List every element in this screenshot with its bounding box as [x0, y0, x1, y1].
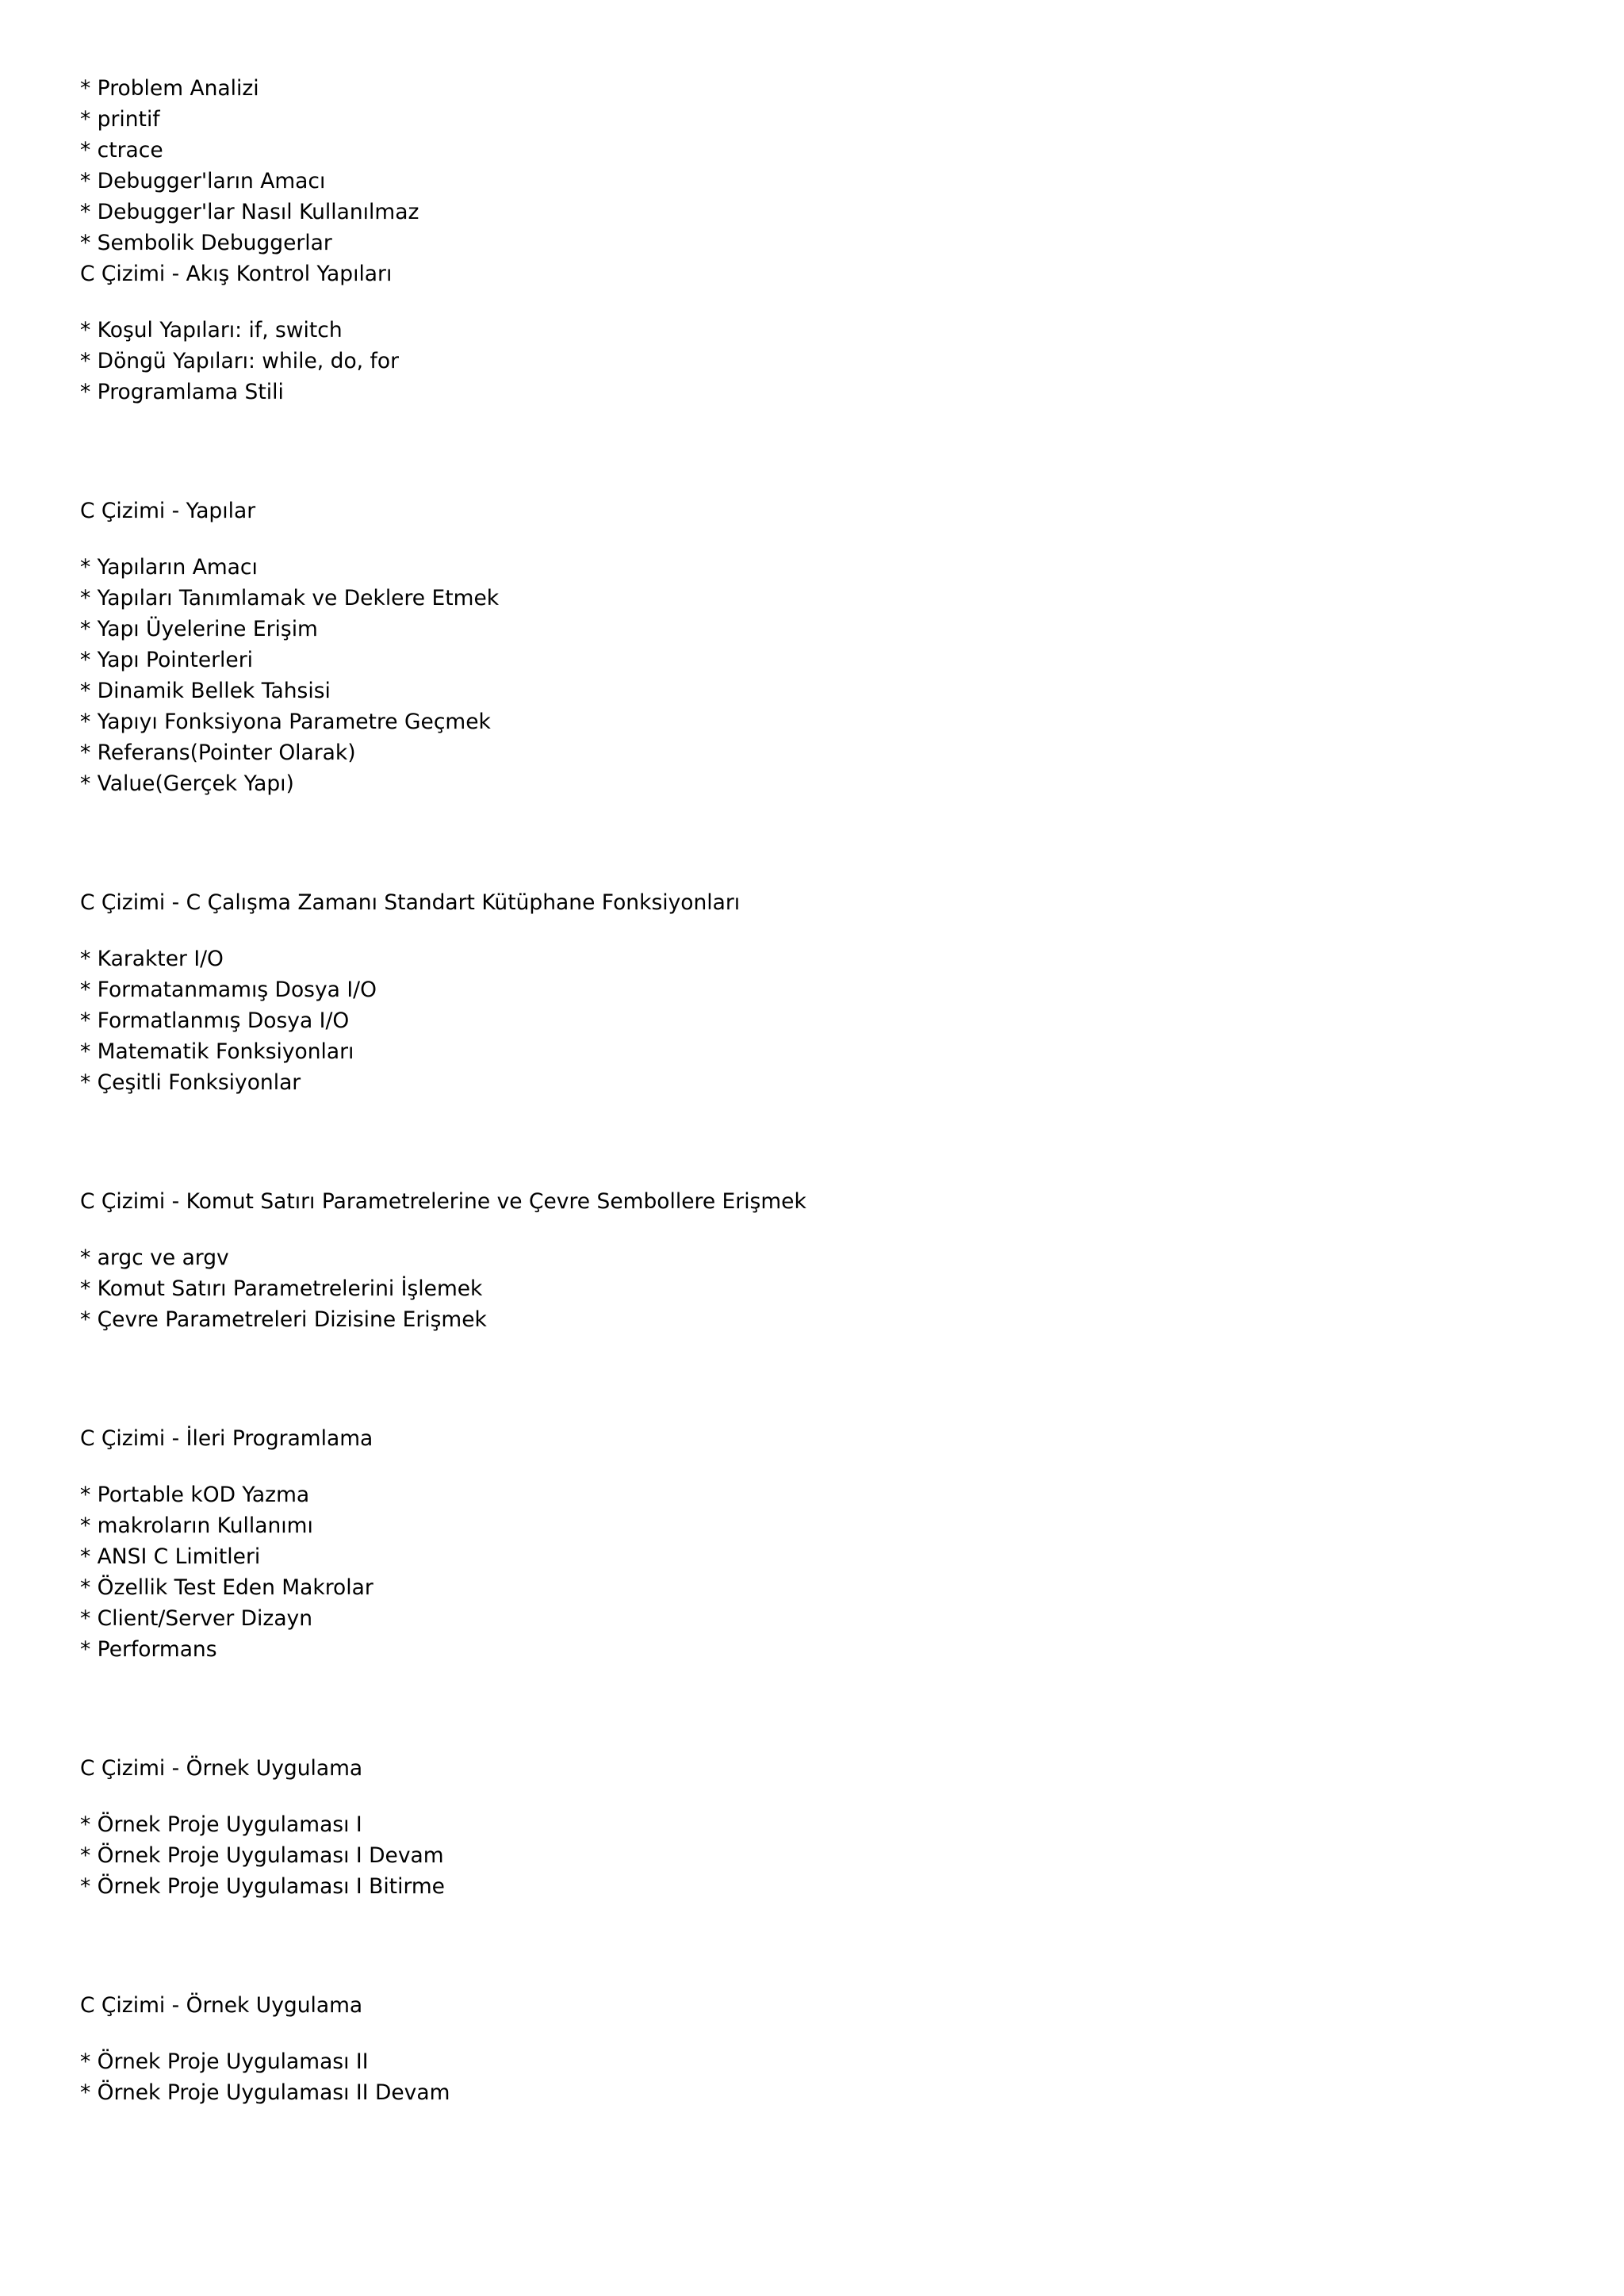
section-list — [80, 315, 1587, 408]
list-item: * ctrace — [80, 138, 163, 163]
list-item: * Döngü Yapıları: while, do, for — [80, 349, 399, 373]
document-body — [80, 73, 1587, 2108]
list-item: * Yapıları Tanımlamak ve Deklere Etmek — [80, 586, 500, 610]
list-item: * Formatanmamış Dosya I/O — [80, 978, 377, 1002]
list-item: * Örnek Proje Uygulaması II — [80, 2049, 369, 2074]
list-item: * Örnek Proje Uygulaması II Devam — [80, 2080, 450, 2105]
topic-section — [80, 1423, 1587, 1665]
list-item: * Value(Gerçek Yapı) — [80, 771, 294, 796]
list-item: * Performans — [80, 1637, 217, 1662]
list-item: * Yapı Üyelerine Erişim — [80, 617, 318, 641]
section-heading: C Çizimi - Örnek Uygulama — [80, 1993, 363, 2018]
topic-section — [80, 258, 1587, 408]
list-item: * Matematik Fonksiyonları — [80, 1039, 354, 1064]
intro-list — [80, 73, 1587, 258]
section-heading: C Çizimi - C Çalışma Zamanı Standart Kütüphane Fonksiyonları — [80, 890, 741, 915]
list-item: * Dinamik Bellek Tahsisi — [80, 679, 331, 703]
topic-section — [80, 1753, 1587, 1902]
section-list — [80, 1242, 1587, 1335]
section-heading: C Çizimi - Örnek Uygulama — [80, 1756, 363, 1781]
section-list — [80, 943, 1587, 1098]
list-item: * Problem Analizi — [80, 76, 259, 101]
section-list — [80, 1809, 1587, 1902]
list-item: * Sembolik Debuggerlar — [80, 231, 332, 255]
list-item: * Portable kOD Yazma — [80, 1483, 310, 1507]
section-list — [80, 552, 1587, 799]
topic-section — [80, 496, 1587, 799]
list-item: * makroların Kullanımı — [80, 1513, 313, 1538]
intro-section — [80, 73, 1587, 258]
list-item: * Örnek Proje Uygulaması I Bitirme — [80, 1874, 445, 1899]
list-item: * Debugger'lar Nasıl Kullanılmaz — [80, 200, 419, 224]
section-heading: C Çizimi - Akış Kontrol Yapıları — [80, 262, 393, 286]
list-item: * Özellik Test Eden Makrolar — [80, 1575, 373, 1600]
list-item: * Yapı Pointerleri — [80, 648, 253, 672]
list-item: * Yapıların Amacı — [80, 555, 258, 580]
list-item: * argc ve argv — [80, 1246, 229, 1270]
topic-section — [80, 1990, 1587, 2108]
list-item: * Formatlanmış Dosya I/O — [80, 1008, 350, 1033]
list-item: * Yapıyı Fonksiyona Parametre Geçmek — [80, 710, 491, 734]
list-item: * Örnek Proje Uygulaması I — [80, 1812, 362, 1837]
list-item: * Referans(Pointer Olarak) — [80, 740, 356, 765]
sections-container — [80, 258, 1587, 2108]
list-item: * Komut Satırı Parametrelerini İşlemek — [80, 1276, 483, 1301]
list-item: * Çeşitli Fonksiyonlar — [80, 1070, 301, 1095]
topic-section — [80, 887, 1587, 1098]
topic-section — [80, 1186, 1587, 1335]
list-item: * Çevre Parametreleri Dizisine Erişmek — [80, 1307, 487, 1332]
list-item: * printif — [80, 107, 160, 132]
section-list — [80, 2046, 1587, 2108]
list-item: * Debugger'ların Amacı — [80, 169, 326, 193]
list-item: * Programlama Stili — [80, 380, 284, 404]
section-heading: C Çizimi - Komut Satırı Parametrelerine ve Çevre Sembollere Erişmek — [80, 1189, 806, 1214]
section-list — [80, 1479, 1587, 1665]
list-item: * ANSI C Limitleri — [80, 1544, 261, 1569]
section-heading: C Çizimi - Yapılar — [80, 499, 256, 523]
list-item: * Koşul Yapıları: if, switch — [80, 318, 343, 342]
list-item: * Karakter I/O — [80, 947, 224, 971]
list-item: * Örnek Proje Uygulaması I Devam — [80, 1843, 444, 1868]
section-heading: C Çizimi - İleri Programlama — [80, 1426, 373, 1451]
list-item: * Client/Server Dizayn — [80, 1606, 313, 1631]
